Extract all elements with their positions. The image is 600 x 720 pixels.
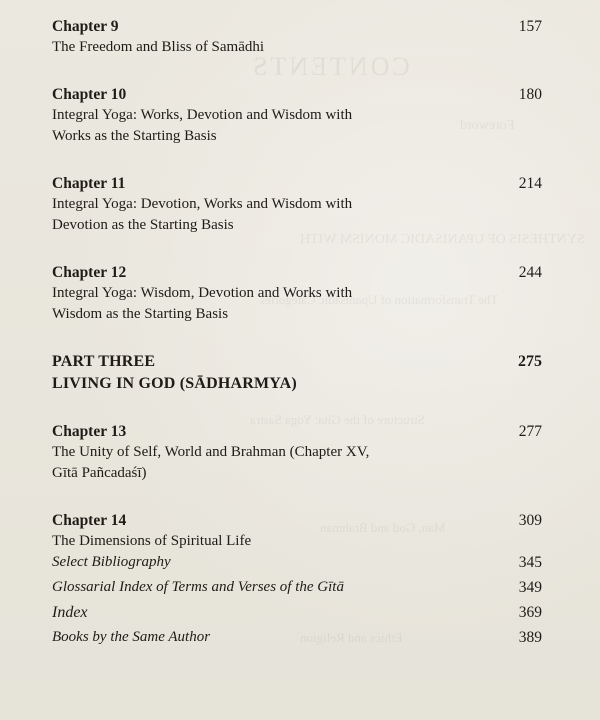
toc-entry-chapter-9[interactable] xyxy=(52,16,542,58)
bleed-through-text: Ethics and Religion xyxy=(300,630,403,645)
back-matter-label: Books by the Same Author xyxy=(52,629,211,645)
chapter-title-line: Devotion as the Starting Basis xyxy=(52,217,234,233)
chapter-title-line: The Freedom and Bliss of Samādhi xyxy=(52,39,265,55)
chapter-title-line: The Dimensions of Spiritual Life xyxy=(52,533,252,549)
page-number: 389 xyxy=(518,629,542,646)
page-number: 309 xyxy=(518,512,542,529)
chapter-title-line: Works as the Starting Basis xyxy=(52,128,217,144)
toc-entry-select-bibliography[interactable] xyxy=(52,552,542,573)
bleed-through-text: Man, God and Brahman xyxy=(320,520,446,535)
page-number: 277 xyxy=(518,423,542,440)
back-matter-label: Glossarial Index of Terms and Verses of the Gītā xyxy=(52,579,344,595)
page-number: 369 xyxy=(518,604,542,621)
part-heading: PART THREE xyxy=(52,353,156,370)
chapter-title xyxy=(52,531,452,552)
back-matter-label: Index xyxy=(52,604,88,621)
chapter-title xyxy=(52,37,452,58)
toc-entry-chapter-10[interactable] xyxy=(52,84,542,147)
bleed-through-text: Foreword xyxy=(460,118,515,133)
chapter-title-line: Wisdom as the Starting Basis xyxy=(52,306,229,322)
chapter-heading: Chapter 12 xyxy=(52,264,127,281)
toc-entry-chapter-13[interactable] xyxy=(52,421,542,484)
chapter-title-line: Gītā Pañcadaśī) xyxy=(52,465,147,481)
page-number: 157 xyxy=(518,18,542,35)
chapter-title xyxy=(52,442,452,484)
toc-entry-glossarial-index[interactable] xyxy=(52,577,542,598)
page-number: 275 xyxy=(518,353,542,370)
chapter-title xyxy=(52,194,452,236)
chapter-title-line: Integral Yoga: Devotion, Works and Wisdom with xyxy=(52,196,353,212)
chapter-heading: Chapter 10 xyxy=(52,86,127,103)
page-number: 349 xyxy=(518,579,542,596)
toc-entry-books-by-author[interactable] xyxy=(52,627,542,648)
chapter-heading: Chapter 13 xyxy=(52,423,127,440)
part-subheading: LIVING IN GOD (SĀDHARMYA) xyxy=(52,375,297,392)
chapter-heading: Chapter 11 xyxy=(52,175,126,192)
toc-entry-part-three[interactable] xyxy=(52,351,542,395)
toc-entry-chapter-14[interactable] xyxy=(52,510,542,552)
page-number: 214 xyxy=(518,175,542,192)
chapter-title-line: The Unity of Self, World and Brahman (Chapter XV, xyxy=(52,444,370,460)
toc-entry-chapter-11[interactable] xyxy=(52,173,542,236)
table-of-contents xyxy=(52,16,542,648)
chapter-title xyxy=(52,283,452,325)
chapter-title-line: Integral Yoga: Wisdom, Devotion and Works with xyxy=(52,285,353,301)
page-number: 345 xyxy=(518,554,542,571)
chapter-heading: Chapter 9 xyxy=(52,18,119,35)
toc-entry-index[interactable] xyxy=(52,602,542,623)
chapter-title-line: Integral Yoga: Works, Devotion and Wisdom with xyxy=(52,107,353,123)
back-matter-label: Select Bibliography xyxy=(52,554,171,570)
page-number: 180 xyxy=(518,86,542,103)
page-number: 244 xyxy=(518,264,542,281)
bleed-through-text: SYNTHESIS OF UPANISADIC MONISM WITH xyxy=(300,232,585,247)
chapter-heading: Chapter 14 xyxy=(52,512,127,529)
chapter-title xyxy=(52,105,452,147)
bleed-through-text: Structure of the Gita: Yoga Sastra xyxy=(250,412,425,427)
bleed-through-text: The Transformation of Upanisadic Categories xyxy=(260,292,499,307)
toc-entry-chapter-12[interactable] xyxy=(52,262,542,325)
bleed-through-text: CONTENTS xyxy=(250,52,410,81)
